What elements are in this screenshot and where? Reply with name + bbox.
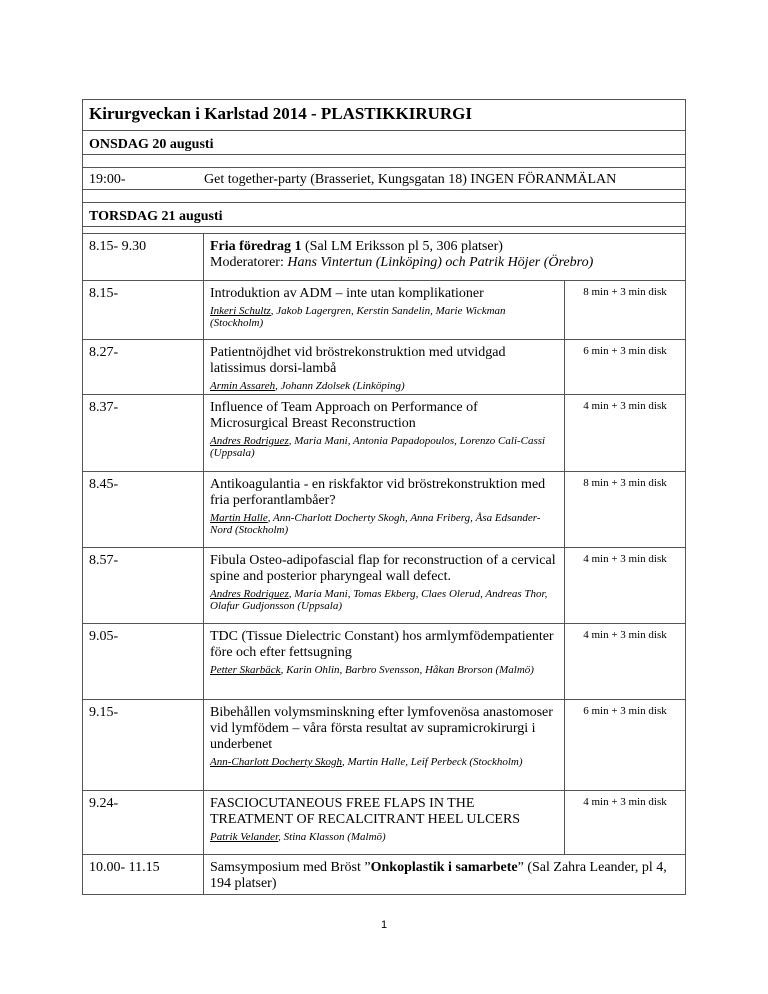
talk-authors — [210, 512, 558, 536]
session-row — [83, 234, 686, 281]
talk-title: Fibula Osteo-adipofascial flap for reconstruction of a cervical spine and posterior pharyngeal wall defect. — [210, 553, 556, 584]
talk-row — [83, 791, 686, 855]
talk-title: Bibehållen volymsminskning efter lymfovenösa anastomoser vid lymfödem – våra första resultat av supramicrokirurgi i underbenet — [210, 705, 553, 752]
talk-coauthors: , Johann Zdolsek (Linköping) — [275, 380, 405, 392]
spacer-row — [83, 190, 686, 203]
talk-content — [204, 281, 565, 340]
talk-content — [204, 791, 565, 855]
talk-content — [204, 395, 565, 472]
talk-time: 8.27- — [83, 340, 204, 395]
talk-presenter: Ann-Charlott Docherty Skogh — [210, 756, 342, 768]
document-title: Kirurgveckan i Karlstad 2014 - PLASTIKKIRURGI — [83, 100, 686, 131]
talk-duration: 8 min + 3 min disk — [565, 281, 686, 340]
talk-authors — [210, 588, 558, 612]
program-table — [82, 99, 686, 895]
symposium-post: ” (Sal Zahra Leander, pl 4, 194 platser) — [210, 860, 667, 891]
talk-content — [204, 548, 565, 624]
event-text: Get together-party (Brasseriet, Kungsgatan 18) INGEN FÖRANMÄLAN — [204, 172, 617, 187]
talk-row — [83, 700, 686, 791]
talk-title: TDC (Tissue Dielectric Constant) hos armlymfödempatienter före och efter fettsugning — [210, 629, 554, 660]
page-number: 1 — [380, 919, 388, 931]
talk-title: FASCIOCUTANEOUS FREE FLAPS IN THE TREATMENT OF RECALCITRANT HEEL ULCERS — [210, 796, 521, 827]
talk-authors — [210, 756, 558, 768]
symposium-name: Onkoplastik i samarbete — [370, 860, 518, 875]
talk-presenter: Armin Assareh — [210, 380, 276, 392]
talk-presenter: Inkeri Schultz — [210, 305, 271, 317]
talk-authors — [210, 305, 558, 329]
talk-content — [204, 624, 565, 700]
talk-presenter: Petter Skarbäck — [210, 664, 281, 676]
talk-title: Influence of Team Approach on Performance of Microsurgical Breast Reconstruction — [210, 400, 478, 431]
talk-title: Introduktion av ADM – inte utan komplikationer — [210, 286, 484, 301]
talk-coauthors: , Maria Mani, Tomas Ekberg, Claes Olerud, Andreas Thor, Olafur Gudjonsson (Uppsala) — [210, 588, 548, 612]
talk-coauthors: , Karin Ohlin, Barbro Svensson, Håkan Brorson (Malmö) — [280, 664, 534, 676]
session-time: 8.15- 9.30 — [83, 234, 204, 281]
talk-duration: 8 min + 3 min disk — [565, 472, 686, 548]
session-name: Fria föredrag 1 — [210, 239, 302, 254]
talk-time: 8.15- — [83, 281, 204, 340]
symposium-row — [83, 855, 686, 895]
talk-duration: 4 min + 3 min disk — [565, 395, 686, 472]
moderator-label: Moderatorer: — [210, 255, 288, 270]
talk-row — [83, 281, 686, 340]
spacer-row — [83, 155, 686, 168]
talk-authors — [210, 435, 558, 459]
day-header-torsdag: TORSDAG 21 augusti — [83, 203, 686, 227]
talk-content — [204, 700, 565, 791]
talk-presenter: Andres Rodriguez — [210, 435, 289, 447]
event-row — [83, 168, 686, 190]
day-header-onsdag: ONSDAG 20 augusti — [83, 131, 686, 155]
talk-coauthors: , Maria Mani, Antonia Papadopoulos, Lorenzo Cali-Cassi (Uppsala) — [210, 435, 546, 459]
talk-time: 9.24- — [83, 791, 204, 855]
talk-list — [83, 281, 686, 855]
talk-coauthors: , Jakob Lagergren, Kerstin Sandelin, Marie Wickman (Stockholm) — [210, 305, 506, 329]
talk-row — [83, 548, 686, 624]
symposium-pre: Samsymposium med Bröst ” — [210, 860, 371, 875]
talk-row — [83, 472, 686, 548]
talk-presenter: Andres Rodriguez — [210, 588, 289, 600]
talk-row — [83, 395, 686, 472]
event-time: 19:00- — [89, 172, 126, 187]
talk-title: Patientnöjdhet vid bröstrekonstruktion med utvidgad latissimus dorsi-lambå — [210, 345, 506, 376]
talk-time: 9.15- — [83, 700, 204, 791]
talk-row — [83, 340, 686, 395]
talk-authors — [210, 831, 558, 843]
talk-authors — [210, 664, 558, 676]
spacer-row — [83, 227, 686, 234]
moderators: Hans Vintertun (Linköping) och Patrik Höjer (Örebro) — [287, 255, 594, 270]
talk-presenter: Martin Halle — [210, 512, 268, 524]
talk-row — [83, 624, 686, 700]
talk-time: 8.57- — [83, 548, 204, 624]
talk-time: 9.05- — [83, 624, 204, 700]
talk-duration: 6 min + 3 min disk — [565, 340, 686, 395]
talk-title: Antikoagulantia - en riskfaktor vid bröstrekonstruktion med fria perforantlambåer? — [210, 477, 546, 508]
talk-coauthors: , Stina Klasson (Malmö) — [278, 831, 386, 843]
symposium-time: 10.00- 11.15 — [83, 855, 204, 895]
talk-duration: 6 min + 3 min disk — [565, 700, 686, 791]
talk-time: 8.45- — [83, 472, 204, 548]
talk-authors — [210, 380, 558, 392]
program-document — [82, 99, 685, 895]
talk-coauthors: , Ann-Charlott Docherty Skogh, Anna Friberg, Åsa Edsander-Nord (Stockholm) — [210, 512, 541, 536]
talk-presenter: Patrik Velander — [210, 831, 279, 843]
talk-duration: 4 min + 3 min disk — [565, 791, 686, 855]
talk-content — [204, 472, 565, 548]
session-place: (Sal LM Eriksson pl 5, 306 platser) — [301, 239, 503, 254]
talk-content — [204, 340, 565, 395]
talk-duration: 4 min + 3 min disk — [565, 548, 686, 624]
talk-time: 8.37- — [83, 395, 204, 472]
talk-duration: 4 min + 3 min disk — [565, 624, 686, 700]
talk-coauthors: , Martin Halle, Leif Perbeck (Stockholm) — [341, 756, 523, 768]
